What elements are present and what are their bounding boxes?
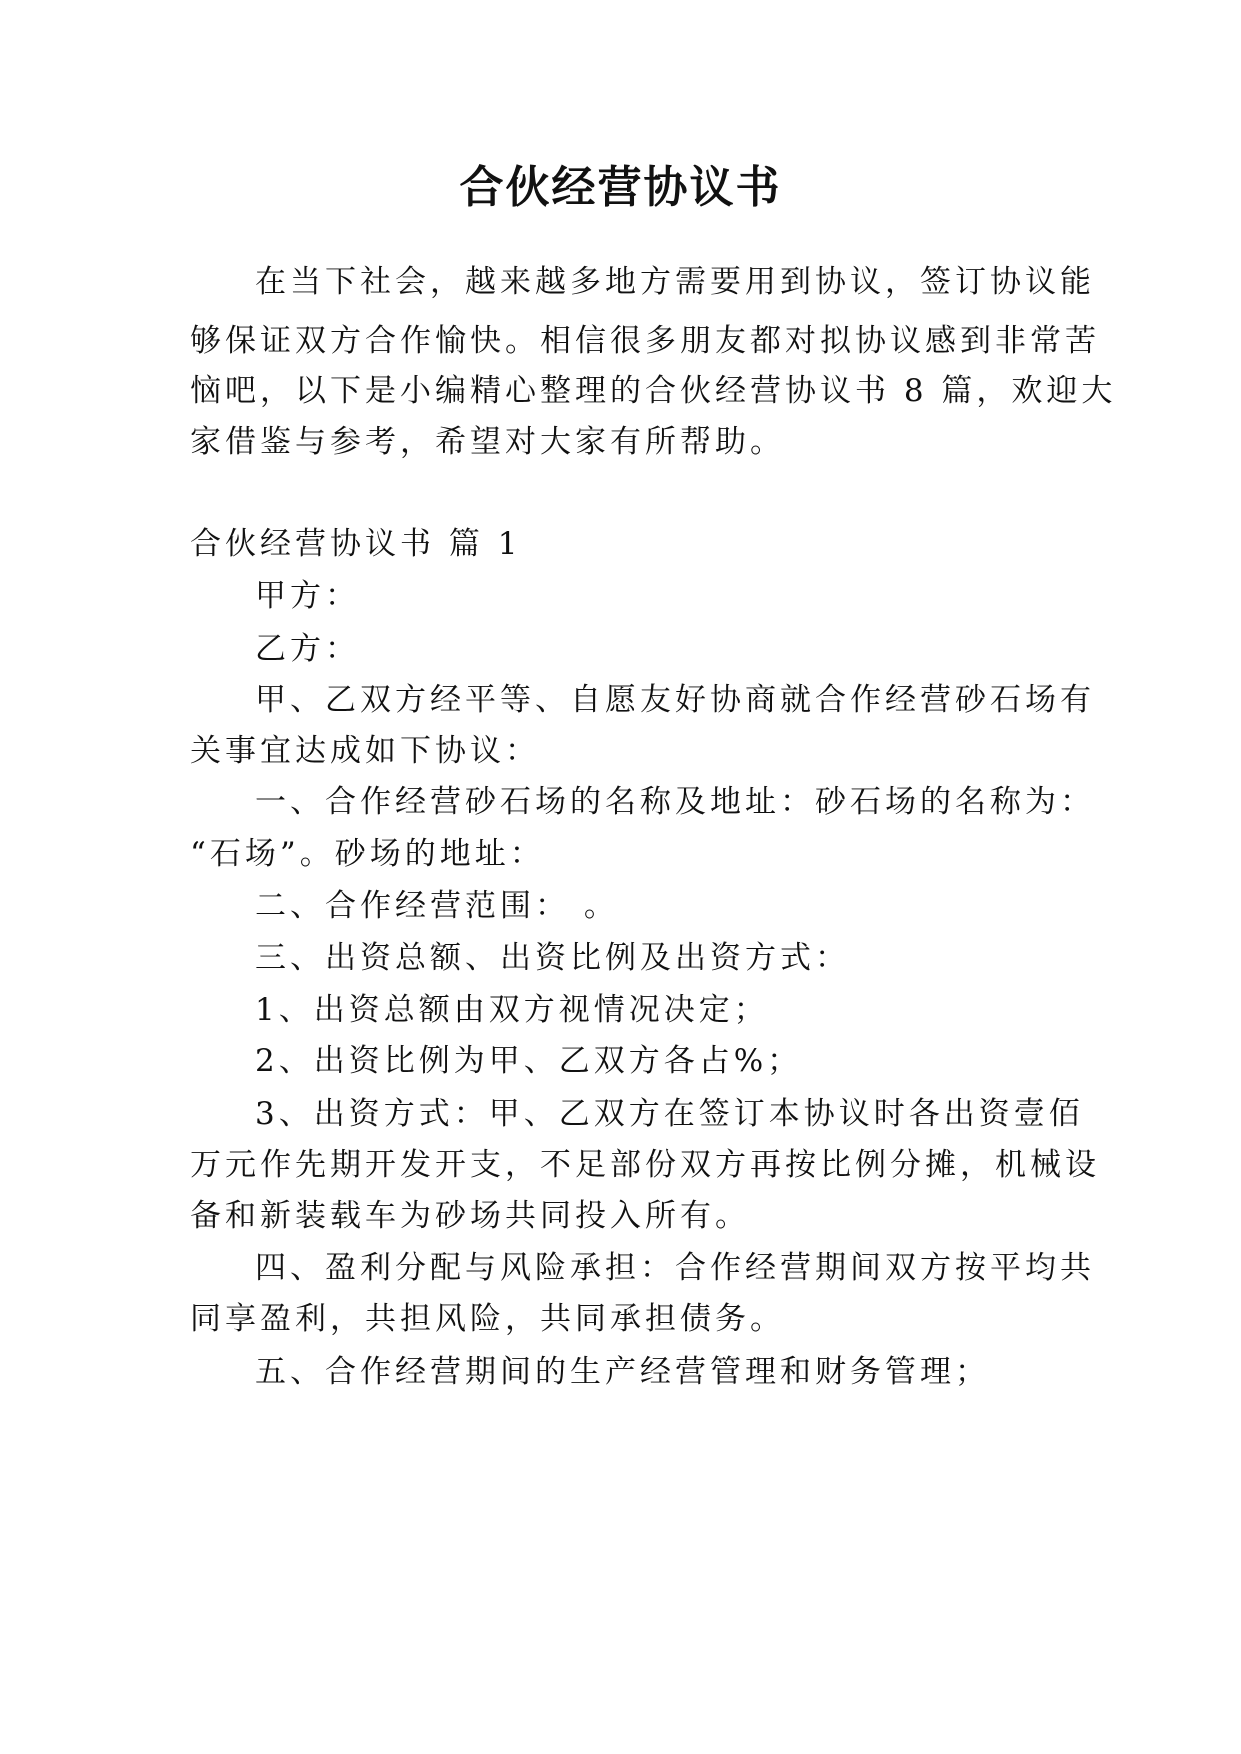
clause-line: 备和新装载车为砂场共同投入所有。	[190, 1198, 750, 1234]
clause-line: “石场”。砂场的地址：	[190, 836, 545, 872]
document-title: 合伙经营协议书	[459, 162, 782, 213]
party-b-line: 乙方：	[255, 631, 360, 667]
clause-line: 关事宜达成如下协议：	[190, 733, 540, 769]
clause-line: 五、合作经营期间的生产经营管理和财务管理；	[255, 1354, 990, 1390]
clause-line: 二、合作经营范围： 。	[255, 888, 619, 924]
clause-line: 2、出资比例为甲、乙双方各占%；	[255, 1043, 803, 1079]
clause-line: 三、出资总额、出资比例及出资方式：	[255, 940, 850, 976]
intro-line: 家借鉴与参考，希望对大家有所帮助。	[190, 424, 785, 460]
clause-line: 万元作先期开发开支，不足部份双方再按比例分摊，机械设	[190, 1147, 1100, 1183]
section-heading: 合伙经营协议书 篇 1	[190, 526, 522, 562]
clause-line: 甲、乙双方经平等、自愿友好协商就合作经营砂石场有	[255, 682, 1095, 718]
clause-line: 一、合作经营砂石场的名称及地址：砂石场的名称为：	[255, 784, 1095, 820]
clause-line: 同享盈利，共担风险，共同承担债务。	[190, 1301, 785, 1337]
intro-line: 够保证双方合作愉快。相信很多朋友都对拟协议感到非常苦	[190, 323, 1100, 359]
clause-line: 3、出资方式：甲、乙双方在签订本协议时各出资壹佰	[255, 1096, 1084, 1132]
clause-line: 四、盈利分配与风险承担：合作经营期间双方按平均共	[255, 1250, 1095, 1286]
clause-line: 1、出资总额由双方视情况决定；	[255, 992, 769, 1028]
intro-line: 恼吧，以下是小编精心整理的合伙经营协议书 8 篇，欢迎大	[190, 373, 1117, 409]
party-a-line: 甲方：	[255, 578, 360, 614]
intro-line: 在当下社会，越来越多地方需要用到协议，签订协议能	[255, 264, 1095, 300]
